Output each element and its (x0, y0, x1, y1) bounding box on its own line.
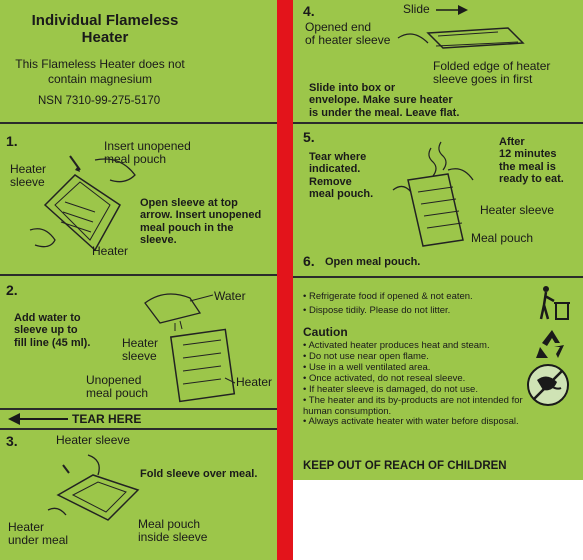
step1-heater-label: Heater (92, 244, 129, 258)
step3-heater-label (8, 521, 68, 546)
step4-opened-line-1: Opened end (305, 20, 372, 34)
step2-sleeve-line-2: sleeve (122, 348, 157, 363)
slide-arrow-icon (436, 5, 468, 15)
left-instruction-panel (0, 0, 277, 560)
divider (293, 276, 583, 278)
title-line-1: Individual Flameless (31, 12, 179, 29)
no-eating-icon (525, 362, 571, 408)
step2-instr-line-1: Add water to (14, 312, 81, 324)
step4-folded-line-1: Folded edge of heater (433, 59, 551, 73)
caution-list (303, 341, 523, 428)
caution-item: human consumption. (303, 405, 392, 417)
step2-instr-line-3: fill line (45 ml). (14, 336, 91, 349)
magnesium-note (0, 57, 200, 87)
step4-instr-line-3: is under the meal. Leave flat. (309, 106, 460, 119)
step4-number: 4. (303, 3, 315, 19)
step2-sleeve-label (122, 337, 158, 362)
step1-number: 1. (6, 133, 18, 149)
step1-instr-line-3: meal pouch in the (140, 221, 234, 234)
step1-instr-line-1: Open sleeve at top (140, 197, 238, 209)
step1-instructions (140, 197, 261, 246)
step3-heater-line-1: Heater (8, 520, 45, 534)
red-divider-bar (277, 0, 293, 560)
step5-after-note (499, 136, 564, 185)
step2-water-label: Water (214, 289, 246, 303)
step2-unopened-label (86, 374, 148, 399)
step5-instructions (309, 151, 373, 200)
step6-number: 6. (303, 253, 315, 269)
magnesium-line-2: contain magnesium (47, 72, 153, 86)
step5-instr-line-3: Remove (309, 175, 352, 188)
step1-insert-line-1: Insert unopened (104, 139, 191, 153)
caution-item: • If heater sleeve is damaged, do not use. (303, 383, 478, 395)
caution-item: • Activated heater produces heat and steam. (303, 340, 490, 351)
step5-pouch-label: Meal pouch (471, 231, 534, 245)
divider (293, 122, 583, 124)
step5-sleeve-label: Heater sleeve (480, 203, 555, 217)
step4-slide-label: Slide (403, 2, 430, 16)
page-title (0, 12, 210, 47)
step3-pouch-line-2: inside sleeve (138, 529, 208, 544)
step1-instr-line-4: sleeve. (140, 233, 177, 246)
step4-instructions (309, 82, 459, 119)
tear-arrow-icon (8, 412, 68, 426)
step4-instr-line-2: envelope. Make sure heater (309, 94, 453, 107)
caution-item: • Use in a well ventilated area. (303, 361, 431, 373)
caution-item: • Do not use near open flame. (303, 350, 429, 362)
step3-pouch-label (138, 518, 207, 543)
step1-insert-line-2: meal pouch (104, 151, 167, 166)
step2-number: 2. (6, 282, 18, 298)
step2-sleeve-line-1: Heater (122, 336, 159, 350)
step4-opened-label (305, 21, 390, 46)
title-line-2: Heater (81, 29, 129, 47)
keep-away-warning: KEEP OUT OF REACH OF CHILDREN (303, 460, 507, 472)
recycle-icon (534, 327, 570, 361)
step4-instr-line-1: Slide into box or (309, 82, 396, 94)
step1-instr-line-2: arrow. Insert unopened (140, 209, 262, 222)
divider (0, 408, 277, 410)
divider (0, 274, 277, 276)
step1-sleeve-line-1: Heater (10, 162, 47, 176)
step4-opened-line-2: of heater sleeve (305, 32, 391, 47)
step2-heater-label: Heater (236, 375, 273, 389)
caution-heading: Caution (303, 325, 348, 339)
note-item: • Dispose tidily. Please do not litter. (303, 305, 451, 317)
step2-instr-line-2: sleeve up to (14, 324, 78, 337)
step5-instr-line-2: indicated. (309, 163, 361, 176)
step4-illustration (398, 18, 528, 63)
caution-item: • Once activated, do not reseal sleeve. (303, 372, 466, 384)
step6-instructions: Open meal pouch. (325, 256, 421, 268)
divider (0, 122, 277, 124)
magnesium-line-1: This Flameless Heater does not (15, 57, 185, 71)
litter-bin-icon (538, 285, 572, 321)
step3-illustration (48, 450, 148, 525)
caution-item: • Always activate heater with water before disposal. (303, 416, 519, 428)
step4-folded-line-2: sleeve goes in first (433, 71, 533, 86)
step1-sleeve-line-2: sleeve (10, 174, 45, 189)
step2-instructions (14, 312, 90, 349)
step3-heater-line-2: under meal (8, 532, 69, 547)
step5-after-line-4: ready to eat. (499, 172, 564, 185)
caution-item: • The heater and its by-products are not intended for (303, 394, 523, 406)
step5-illustration (393, 140, 478, 250)
step5-after-line-2: 12 minutes (499, 148, 557, 161)
notes-list (303, 290, 473, 319)
step2-unopened-line-1: Unopened (86, 373, 142, 387)
step5-after-line-1: After (499, 136, 525, 148)
note-item: • Refrigerate food if opened & not eaten. (303, 291, 473, 302)
nsn-number: NSN 7310-99-275-5170 (38, 95, 161, 107)
step5-number: 5. (303, 129, 315, 145)
step5-instr-line-1: Tear where (309, 151, 367, 163)
right-instruction-panel (293, 0, 583, 480)
divider (0, 428, 277, 430)
step3-instructions: Fold sleeve over meal. (140, 468, 258, 480)
step5-instr-line-4: meal pouch. (309, 187, 374, 200)
step3-sleeve-label: Heater sleeve (56, 433, 131, 447)
tear-here-label: TEAR HERE (72, 412, 142, 426)
step3-pouch-line-1: Meal pouch (138, 517, 201, 531)
step5-after-line-3: the meal is (499, 160, 556, 173)
step3-number: 3. (6, 433, 18, 449)
step2-unopened-line-2: meal pouch (86, 385, 149, 400)
